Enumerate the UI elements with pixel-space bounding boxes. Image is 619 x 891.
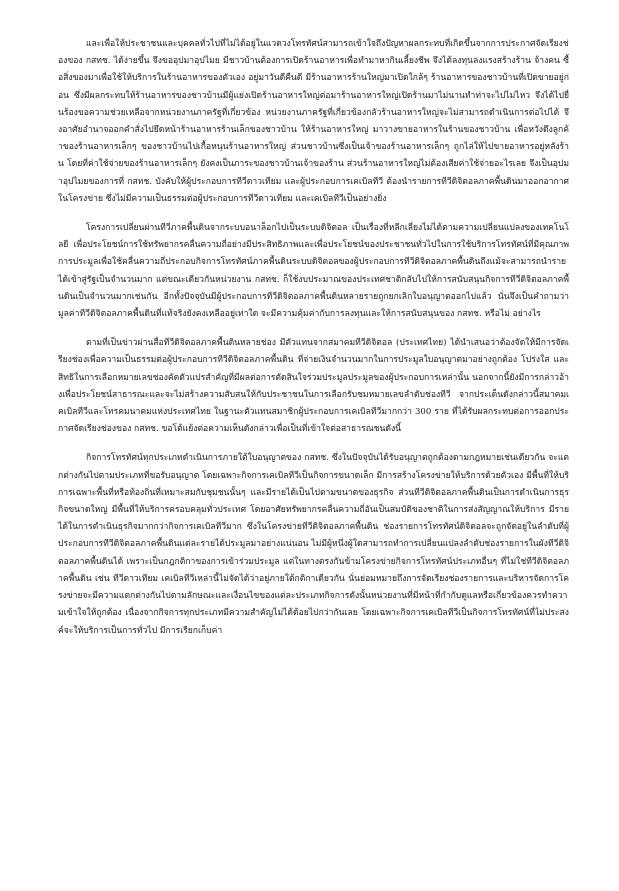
paragraph-license-types: กิจการโทรทัศน์ทุกประเภทดำเนินการภายใต้ใบอนุญาตของ กสทช. ซึ่งในปัจจุบันได้รับอนุญาตถูกต้องตามกฎหมายเช่นเดียวกัน จะแตกต่างกันไปตามประเภทที่ขอรับอนุญาต โดยเฉพาะกิจการเคเบิลทีวีเป็นกิจการขนาดเล็ก มีการสร้างโครงข่ายให้บริการด้วยตัวเอง มีพื้นที่ให้บริการเฉพาะพื้นที่หรือท้องถิ่นที่เหมาะสมกับชุมชนนั้นๆ และมีรายได้เป็นไปตามขนาดของธุรกิจ ส่วนทีวีดิจิตอลภาคพื้นดินเป็นการดำเนินการธุรกิจขนาดใหญ่ มีพื้นที่ให้บริการครอบคลุมทั่วประเทศ โดยอาศัยทรัพยากรคลื่นความถี่อันเป็นสมบัติของชาติในการส่งสัญญาณให้บริการ มีรายได้ในการดำเนินธุรกิจมากกว่ากิจการเคเบิลทีวีมาก ซึ่งในโครงข่ายทีวีดิจิตอลภาคพื้นดิน ช่องรายการโทรทัศน์ดิจิตอลจะถูกจัดอยู่ในลำดับที่ผู้ประกอบการทีวีดิจิตอลภาคพื้นดินแต่ละรายได้ประมูลมาอย่างแน่นอน ไม่มีผู้หนึ่งผู้ใดสามารถทำการเปลี่ยนแปลงลำดับช่องรายการในผังทีวีดิจิตอลภาคพื้นดินได้ เพราะเป็นกฎกติกาของการเข้าร่วมประมูล แต่ในทางตรงกันข้ามโครงข่ายกิจการโทรทัศน์ประเภทอื่นๆ ที่ไม่ใช่ทีวีดิจิตอลภาคพื้นดิน เช่น ทีวีดาวเทียม เคเบิลทีวีเหล่านี้ไม่จัดได้ว่าอยู่ภายใต้กติกาเดียวกัน นั่นย่อมหมายถึงการจัดเรียงช่องรายการและบริหารจัดการโครงข่ายจะมีความแตกต่างกันไปตามลักษณะและเงื่อนไขของแต่ละประเภทกิจการดังนั้นหน่วยงานที่มีหน้าที่กำกับดูแลหรือเกี่ยวข้องควรทำความเข้าใจให้ถูกต้อง เนื่องจากกิจการทุกประเภทมีความสำคัญไม่ได้ด้อยไปกว่ากันเลย โดยเฉพาะกิจการเคเบิลทีวีเป็นกิจการโทรทัศน์ที่ไม่ประสงค์จะให้บริการเป็นการทั่วไป มีการเรียกเก็บค่า [58, 453, 569, 636]
paragraph-association-response: ตามที่เป็นข่าวผ่านสื่อทีวีดิจิตอลภาคพื้นดินหลายช่อง มีตัวแทนจากสมาคมทีวีดิจิตอล (ประเทศไทย) ได้นำเสนอว่าต้องจัดให้มีการจัดเรียงช่องเพื่อความเป็นธรรมต่อผู้ประกอบการทีวีดิจิตอลภาคพื้นดิน ที่จ่ายเงินจำนวนมากในการประมูลใบอนุญาตมาอย่างถูกต้อง โปร่งใส และสิทธิในการเลือกหมายเลขช่องคัดตัวแปรสำคัญที่มีผลต่อการตัดสินใจร่วมประมูลประมูลของผู้ประกอบการเหล่านั้น นอกจากนี้ยังมีการกล่าวอ้างเพื่อประโยชน์สาธารณะและจะไม่สร้างความสับสนให้กับประชาชนในการเลือกรับชมหมายเลขลำดับช่องทีวี จากประเด็นดังกล่าวนี้สมาคมเคเบิลทีวีและโทรคมนาคมแห่งประเทศไทย ในฐานะตัวแทนสมาชิกผู้ประกอบการเคเบิลทีวีมากกว่า 300 ราย ที่ได้รับผลกระทบต่อการออกประกาศจัดเรียงช่องของ กสทช. ขอโต้แย้งต่อความเห็นดังกล่าวเพื่อเป็นที่เข้าใจต่อสาธารณชนดังนี้ [58, 338, 569, 435]
paragraph-digital-transition: โครงการเปลี่ยนผ่านทีวีภาคพื้นดินจากระบบอนาล็อกไปเป็นระบบดิจิตอล เป็นเรื่องที่หลีกเลี่ยงไม่ได้ตามความเปลี่ยนแปลงของเทคโนโลยี เพื่อประโยชน์การใช้ทรัพยากรคลื่นความถี่อย่างมีประสิทธิภาพและเพื่อประโยชน์ของประชาชนทั่วไปในการใช้บริการโทรทัศน์ที่มีคุณภาพ การประมูลเพื่อใช้คลื่นความถี่ประกอบกิจการโทรทัศน์ภาคพื้นดินระบบดิจิตอลของผู้ประกอบการทีวีดิจิตอลภาคพื้นดินถึงแม้จะสามารถนำรายได้เข้าสู่รัฐเป็นจำนวนมาก แต่ขณะเดียวกันหน่วยงาน กสทช. ก็ใช้งบประมาณของประเทศชาติกลับไปให้การสนับสนุนกิจการทีวีดิจิตอลภาคพื้นดินเป็นจำนวนมากเช่นกัน อีกทั้งปัจจุบันมีผู้ประกอบการทีวีดิจิตอลภาคพื้นดินหลายรายถูกยกเลิกใบอนุญาตออกไปแล้ว นั่นจึงเป็นคำถามว่า มูลค่าทีวีดิจิตอลภาคพื้นดินที่แท้จริงยังคงเหลืออยู่เท่าใด จะมีความคุ้มค่ากับการลงทุนและให้การสนับสนุนของ กสทช. หรือไม่ อย่างไร [58, 223, 569, 320]
paragraph-restaurant-analogy: และเพื่อให้ประชาชนและบุคคลทั่วไปที่ไม่ได้อยู่ในแวดวงโทรทัศน์สามารถเข้าใจถึงปัญหาผลกระทบที่เกิดขึ้นจากการประกาศจัดเรียงช่องของ กสทช. ได้ง่ายขึ้น จึงขออุปมาอุปไมย มีชาวบ้านต้องการเปิดร้านอาหารเพื่อทำมาหากินเลี้ยงชีพ จึงได้ลงทุนลงแรงสร้างร้าน จ้างคน ซื้อสิ่งของมาเพื่อใช้ให้บริการในร้านอาหารของตัวเอง อยู่มาวันดีคืนดี มีร้านอาหารร้านใหญ่มาเปิดใกล้ๆ ร้านอาหารของชาวบ้านที่เปิดขายอยู่ก่อน ซึ่งมีผลกระทบให้ร้านอาหารของชาวบ้านมีผู้แย่งเปิดร้านอาหารใหญ่ต่อมาร้านอาหารใหญ่เปิดร้านมาไม่นานทำท่าจะไปไม่ไหว จึงได้ไปยื่นร้องขอความช่วยเหลือจากหน่วยงานภาครัฐที่เกี่ยวข้อง หน่วยงานภาครัฐที่เกี่ยวข้องกลัวร้านอาหารใหญ่จะไม่สามารถดำเนินการต่อไปได้ จึงอาศัยอำนาจออกคำสั่งไปยึดหน้าร้านอาหารร้านเล็กของชาวบ้าน ให้ร้านอาหารใหญ่ มาวางขายอาหารในร้านของชาวบ้าน เพื่อหวังดึงลูกค้าของร้านอาหารเล็กๆ ของชาวบ้านไปเกื้อหนุนร้านอาหารใหญ่ ส่วนชาวบ้านซึ่งเป็นเจ้าของร้านอาหารเล็กๆ ถูกไล่ให้ไปขายอาหารอยู่หลังร้าน โดยที่ค่าใช้จ่ายของร้านอาหารเล็กๆ ยังคงเป็นภาระของชาวบ้านเจ้าของร้าน ส่วนร้านอาหารใหญ่ไม่ต้องเสียค่าใช้จ่ายอะไรเลย จึงเป็นอุปมาอุปไมยของการที่ กสทช. บังคับให้ผู้ประกอบการทีวีดาวเทียม และผู้ประกอบการเคเบิลทีวี ต้องนำรายการทีวีดิจิตอลภาคพื้นดินมาออกอากาศในโครงข่าย ซึ่งไม่มีความเป็นธรรมต่อผู้ประกอบการทีวีดาวเทียม และเคเบิลทีวีเป็นอย่างยิ่ง [58, 39, 569, 204]
